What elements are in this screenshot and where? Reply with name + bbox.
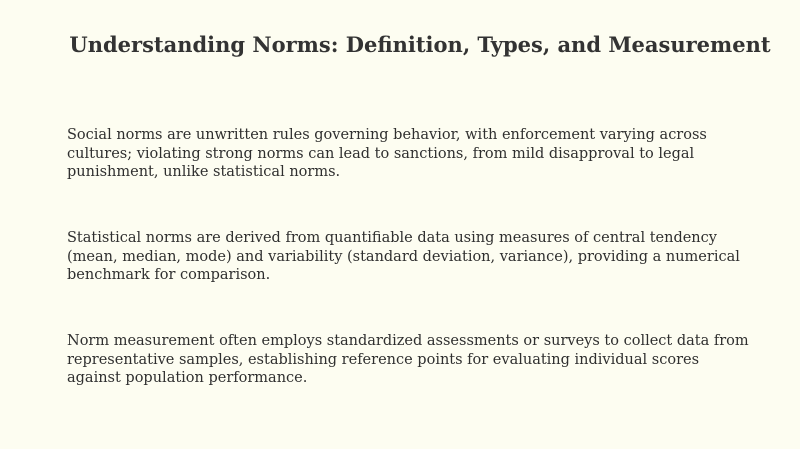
paragraph-norm-measurement: Norm measurement often employs standardized assessments or surveys to collect data from representative samples, establishing reference points for evaluating individual scores against population performance. [67, 333, 749, 386]
slide-title: Understanding Norms: Definition, Types, and Measurement [69, 32, 771, 57]
paragraph-social-norms: Social norms are unwritten rules governing behavior, with enforcement varying across cultures; violating strong norms can lead to sanctions, from mild disapproval to legal punishment, unlike statistical norms. [67, 127, 707, 180]
paragraph-statistical-norms: Statistical norms are derived from quantifiable data using measures of central tendency (mean, median, mode) and variability (standard deviation, variance), providing a numerical benchmark for comparison. [67, 230, 740, 283]
